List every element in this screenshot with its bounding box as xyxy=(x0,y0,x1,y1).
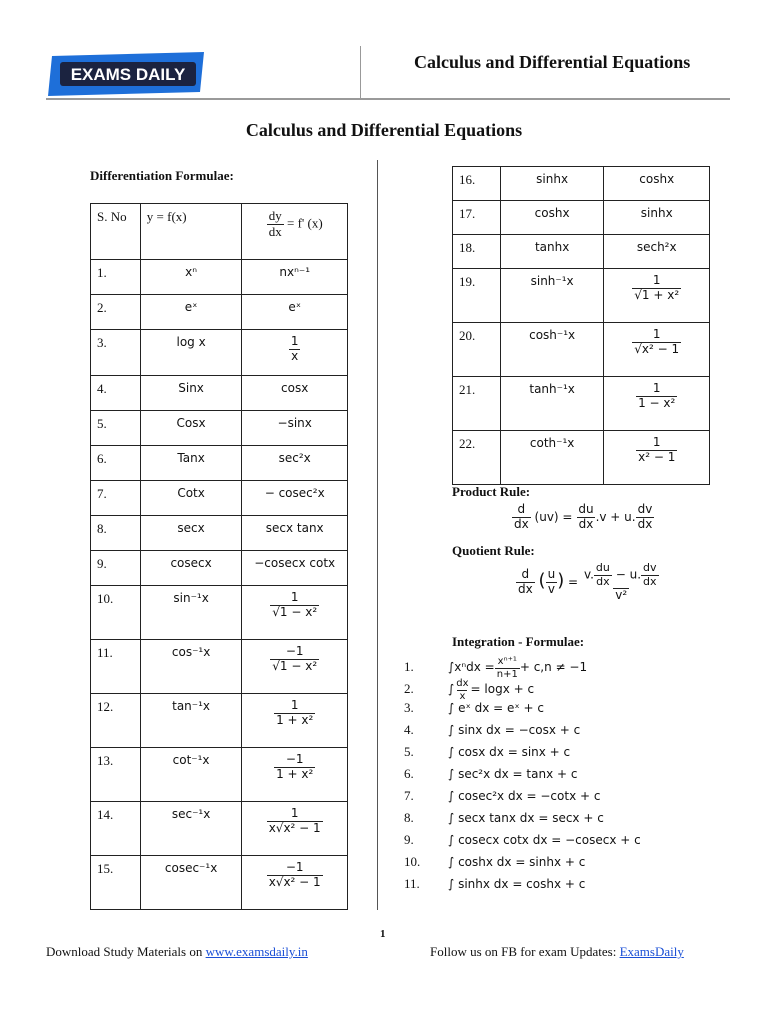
function-cell: tanh⁻¹x xyxy=(500,377,604,431)
row-number: 7. xyxy=(91,481,141,516)
integration-item: 5. ∫ cosx dx = sinx + c xyxy=(404,744,571,759)
derivative-cell: coshx xyxy=(604,167,710,201)
derivative-cell: $\frac{1}{\text{x² − 1}}$ xyxy=(604,431,710,485)
function-cell: cosecx xyxy=(140,551,242,586)
table-row xyxy=(91,694,348,748)
integration-item: 3. ∫ eˣ dx = eˣ + c xyxy=(404,700,544,715)
integration-item: 2. ∫ $\frac{dx}{x}$ = logx + c xyxy=(404,678,535,702)
table-row xyxy=(91,856,348,910)
function-cell: coth⁻¹x xyxy=(500,431,604,485)
exams-daily-logo xyxy=(48,52,208,96)
footer-right: Follow us on FB for exam Updates: ExamsDaily xyxy=(430,944,684,959)
derivative-cell: secx tanx xyxy=(242,516,348,551)
integration-item: 4. ∫ sinx dx = −cosx + c xyxy=(404,722,581,737)
table-row xyxy=(91,330,348,376)
integration-item: 9. ∫ cosecx cotx dx = −cosecx + c xyxy=(404,832,641,847)
function-cell: cosh⁻¹x xyxy=(500,323,604,377)
row-number: 1. xyxy=(91,260,141,295)
row-number: 14. xyxy=(91,802,141,856)
header-title: Calculus and Differential Equations xyxy=(414,52,691,72)
row-number: 4. xyxy=(91,376,141,411)
integration-item: 1. ∫xⁿdx = $\frac{\text{xⁿ⁺¹}}{n+1}$ + c,n ≠ −1 xyxy=(404,656,588,680)
derivative-cell: nxⁿ⁻¹ xyxy=(242,260,348,295)
table-row xyxy=(91,586,348,640)
function-cell: cosec⁻¹x xyxy=(140,856,242,910)
row-number: 13. xyxy=(91,748,141,802)
function-cell: log x xyxy=(140,330,242,376)
table-row xyxy=(91,446,348,481)
function-cell: sinh⁻¹x xyxy=(500,269,604,323)
function-cell: tanhx xyxy=(500,235,604,269)
function-cell: sin⁻¹x xyxy=(140,586,242,640)
row-number: 6. xyxy=(91,446,141,481)
header-rule xyxy=(46,98,730,100)
function-cell: Sinx xyxy=(140,376,242,411)
row-number: 15. xyxy=(91,856,141,910)
table-row xyxy=(453,167,710,201)
table-row xyxy=(453,269,710,323)
page-title: Calculus and Differential Equations xyxy=(245,120,523,140)
quotient-rule-heading: Quotient Rule: xyxy=(452,543,535,558)
product-rule-formula: $\frac{d}{dx}$ (uv) = $\frac{du}{dx}$ .v + u. $\frac{dv}{dx}$ xyxy=(514,502,653,531)
col-derivative: $\frac{dy}{dx}$ = f' (x) xyxy=(242,204,348,260)
table-row xyxy=(91,551,348,586)
function-cell: Tanx xyxy=(140,446,242,481)
table-row xyxy=(453,201,710,235)
integration-item: 10. ∫ coshx dx = sinhx + c xyxy=(404,854,586,869)
function-cell: Cotx xyxy=(140,481,242,516)
col-sno: S. No xyxy=(91,204,141,260)
function-cell: sec⁻¹x xyxy=(140,802,242,856)
row-number: 3. xyxy=(91,330,141,376)
function-cell: tan⁻¹x xyxy=(140,694,242,748)
function-cell: cot⁻¹x xyxy=(140,748,242,802)
function-cell: Cosx xyxy=(140,411,242,446)
derivative-cell: sec²x xyxy=(242,446,348,481)
table-row xyxy=(91,481,348,516)
derivative-cell: $\frac{1}{\text{1 − x²}}$ xyxy=(604,377,710,431)
function-cell: sinhx xyxy=(500,167,604,201)
table-row xyxy=(91,802,348,856)
table-row xyxy=(91,640,348,694)
row-number: 22. xyxy=(453,431,501,485)
row-number: 20. xyxy=(453,323,501,377)
table-row xyxy=(453,235,710,269)
row-number: 21. xyxy=(453,377,501,431)
derivative-cell: $\frac{-1}{\text{1 + x²}}$ xyxy=(242,748,348,802)
row-number: 11. xyxy=(91,640,141,694)
differentiation-heading: Differentiation Formulae: xyxy=(90,168,234,183)
derivative-cell: $\frac{-1}{\text{√1 − x²}}$ xyxy=(242,640,348,694)
table-row xyxy=(91,376,348,411)
function-cell: xⁿ xyxy=(140,260,242,295)
row-number: 8. xyxy=(91,516,141,551)
quotient-rule-formula: $\frac{d}{dx}$ ( $\frac{u}{v}$ ) = v. $\frac{du}{dx}$ − u. $\frac{dv}{dx}$ v² xyxy=(518,561,657,603)
row-number: 12. xyxy=(91,694,141,748)
table-row xyxy=(91,411,348,446)
derivative-cell: −sinx xyxy=(242,411,348,446)
differentiation-table-right xyxy=(452,166,710,485)
integration-item: 8. ∫ secx tanx dx = secx + c xyxy=(404,810,604,825)
derivative-cell: eˣ xyxy=(242,295,348,330)
row-number: 16. xyxy=(453,167,501,201)
row-number: 9. xyxy=(91,551,141,586)
table-row xyxy=(91,260,348,295)
derivative-cell: $\frac{1}{\text{1 + x²}}$ xyxy=(242,694,348,748)
table-row xyxy=(91,748,348,802)
page-number: 1 xyxy=(380,928,386,940)
product-rule-heading: Product Rule: xyxy=(452,484,531,499)
row-number: 2. xyxy=(91,295,141,330)
integration-item: 7. ∫ cosec²x dx = −cotx + c xyxy=(404,788,601,803)
function-cell: eˣ xyxy=(140,295,242,330)
derivative-cell: sech²x xyxy=(604,235,710,269)
table-row xyxy=(91,295,348,330)
derivative-cell: $\frac{1}{\text{√x² − 1}}$ xyxy=(604,323,710,377)
derivative-cell: $\frac{-1}{\text{x√x² − 1}}$ xyxy=(242,856,348,910)
col-function: y = f(x) xyxy=(140,204,242,260)
derivative-cell: −cosecx cotx xyxy=(242,551,348,586)
derivative-cell: $\frac{1}{\text{x√x² − 1}}$ xyxy=(242,802,348,856)
function-cell: coshx xyxy=(500,201,604,235)
logo-text: EXAMS DAILY xyxy=(70,65,186,84)
table-row xyxy=(453,323,710,377)
examsdaily-fb-link[interactable]: ExamsDaily xyxy=(619,944,684,959)
column-divider xyxy=(377,160,378,910)
table-row xyxy=(91,516,348,551)
function-cell: cos⁻¹x xyxy=(140,640,242,694)
row-number: 10. xyxy=(91,586,141,640)
header-divider xyxy=(360,46,361,98)
table-row xyxy=(453,377,710,431)
derivative-cell: cosx xyxy=(242,376,348,411)
row-number: 18. xyxy=(453,235,501,269)
derivative-cell: $\frac{1}{x}$ xyxy=(242,330,348,376)
integration-item: 11. ∫ sinhx dx = coshx + c xyxy=(404,876,586,891)
row-number: 17. xyxy=(453,201,501,235)
function-cell: secx xyxy=(140,516,242,551)
derivative-cell: $\frac{1}{\text{√1 − x²}}$ xyxy=(242,586,348,640)
examsdaily-website-link[interactable]: www.examsdaily.in xyxy=(205,944,308,959)
row-number: 5. xyxy=(91,411,141,446)
integration-heading: Integration - Formulae: xyxy=(452,634,585,649)
differentiation-table-left xyxy=(90,203,348,910)
derivative-cell: sinhx xyxy=(604,201,710,235)
footer-left: Download Study Materials on www.examsdaily.in xyxy=(46,944,308,959)
row-number: 19. xyxy=(453,269,501,323)
table-header-row xyxy=(91,204,348,260)
derivative-cell: $\frac{1}{\text{√1 + x²}}$ xyxy=(604,269,710,323)
integration-item: 6. ∫ sec²x dx = tanx + c xyxy=(404,766,578,781)
derivative-cell: − cosec²x xyxy=(242,481,348,516)
table-row xyxy=(453,431,710,485)
